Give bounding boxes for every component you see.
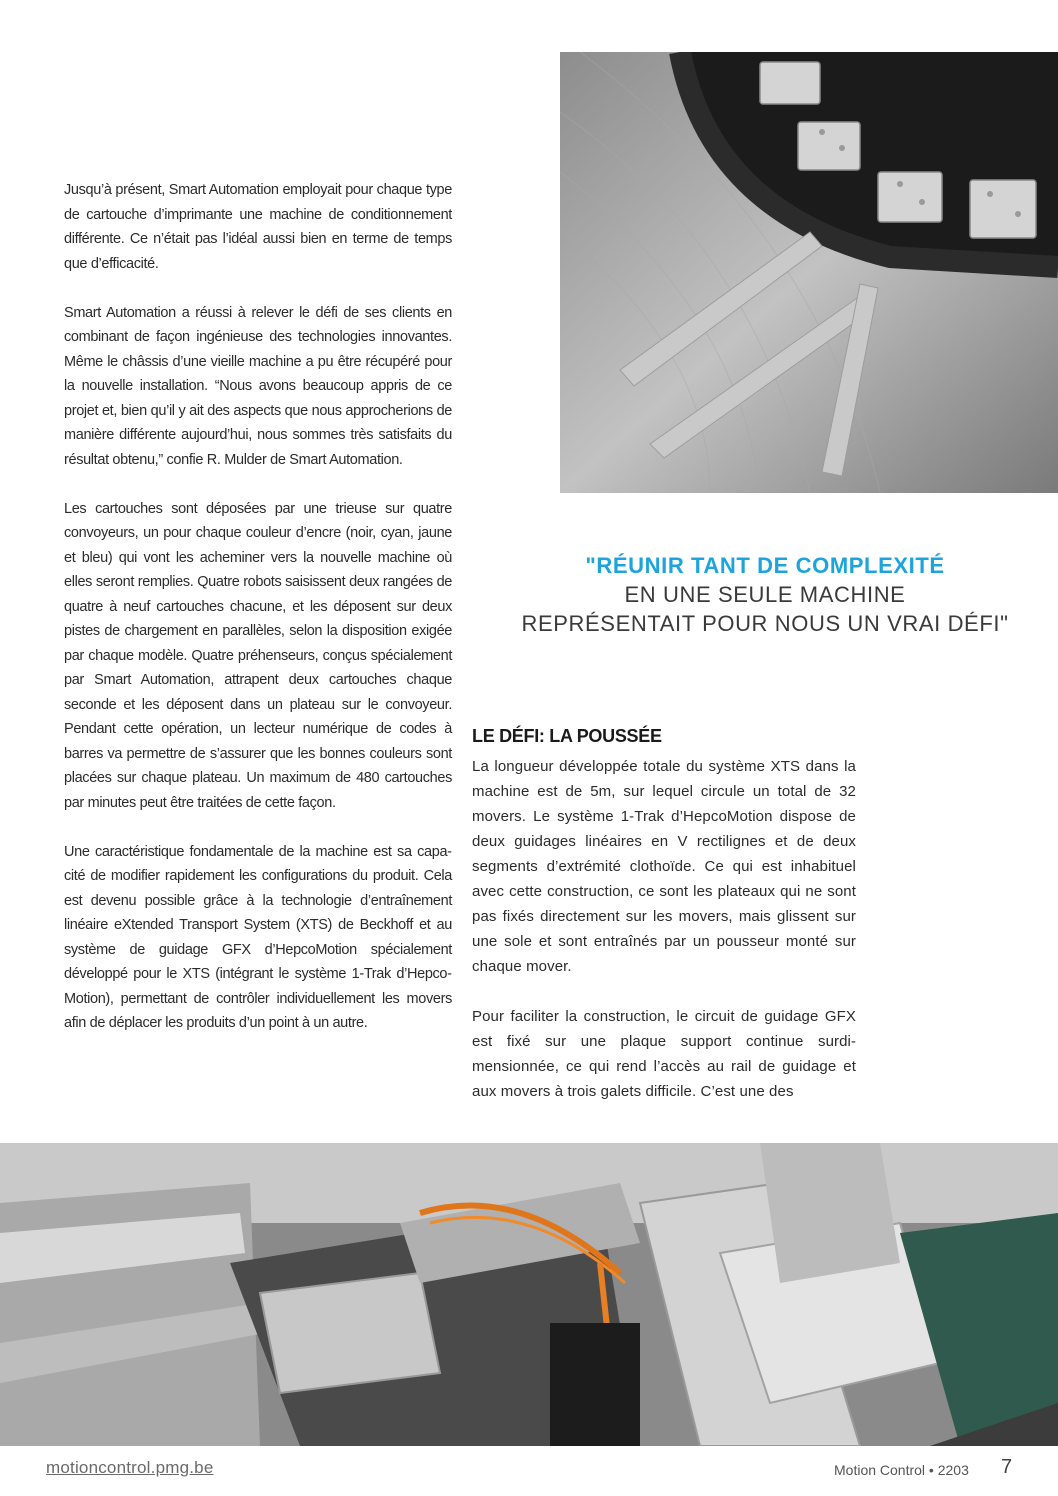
paragraph: Pour faciliter la construction, le circuit de guidage GFX est fixé sur une plaque support continue surdimensionnée, ce qui rend l’accès au rail de guidage et aux movers à trois galets difficile. C’est une des <box>472 1008 856 1100</box>
photo-machine-illustration <box>0 1143 1058 1446</box>
photo-curved-track <box>560 52 1058 493</box>
paragraph: Les cartouches sont déposées par une trieuse sur quatre convoyeurs, un pour chaque couleur d’encre (noir, cyan, jaune et bleu) qui vont les acheminer vers la nouvelle machine où elles seront remplies. Quatre robots saisissent deux rangées de quatre à neuf cartouches chacune, et les déposent sur deux pistes de chargement en parallèles, selon la disposition exigée par chaque modèle. Quatre préhenseurs, conçus spécialement par Smart Automation, attrapent deux cartouches chaque seconde et les déposent dans un plateau sur le convoyeur. Pendant cette opération, un lecteur numérique de codes à barres va permettre de s’assurer que les bonnes couleurs sont placées sur chaque plateau. Un maximum de 480 cartouches par minutes peut être traitées de cette façon. <box>64 500 452 811</box>
paragraph: Une caractéristique fondamentale de la machine est sa capacité de modifier rapidement les configurations du produit. Cela est devenu possible grâce à la technologie d’entraînement linéaire eXtended Transport System (XTS) de Beckhoff et au système de guidage GFX d’HepcoMotion spécialement développé pour le XTS (intégrant le système 1-Trak d’HepcoMotion), permettant de contrôler individuellement les movers afin de déplacer les produits d’un point à un autre. <box>64 843 452 1031</box>
photo-machine <box>0 1143 1058 1446</box>
footer-website-link[interactable]: motioncontrol.pmg.be <box>46 1458 214 1477</box>
pull-quote <box>490 551 1040 638</box>
page-number: 7 <box>1001 1456 1013 1478</box>
paragraph: Smart Automation a réussi à relever le défi de ses clients en combinant de façon ingénieuse des technologies innovantes. Même le châssis d’une vieille machine a pu être récupéré pour la nouvelle installation. “Nous avons beaucoup appris de ce projet et, bien qu’il y ait des aspects que nous approcherions de manière différente aujourd’hui, nous sommes très satisfaits du résultat obtenu,” confie R. Mulder de Smart Automation. <box>64 304 452 468</box>
paragraph: Jusqu’à présent, Smart Automation employait pour chaque type de cartouche d’imprimante une machine de conditionnement différente. Ce n’était pas l’idéal aussi bien en terme de temps que d’efficacité. <box>64 182 452 272</box>
paragraph: La longueur développée totale du système XTS dans la machine est de 5m, sur lequel circule un total de 32 movers. Le système 1-Trak d’HepcoMotion dispose de deux guidages linéaires en V rectilignes et de deux segments d’extrémité clothoïde. Ce qui est inhabituel avec cette construction, ce sont les plateaux qui ne sont pas fixés directement sur les movers, mais glissent sur une sole et sont entraînés par un pousseur monté sur chaque mover. <box>472 758 856 975</box>
quote-line: EN UNE SEULE MACHINE <box>624 582 906 607</box>
photo-curved-track-illustration <box>560 52 1058 493</box>
quote-line-highlight: "RÉUNIR TANT DE COMPLEXITÉ <box>585 553 945 578</box>
left-column-text <box>64 178 452 1060</box>
section-heading: LE DÉFI: LA POUSSÉE <box>472 726 662 746</box>
footer-magazine-issue: Motion Control • 2203 <box>834 1462 969 1478</box>
quote-line: REPRÉSENTAIT POUR NOUS UN VRAI DÉFI" <box>521 611 1009 636</box>
right-column-text <box>472 724 856 1129</box>
